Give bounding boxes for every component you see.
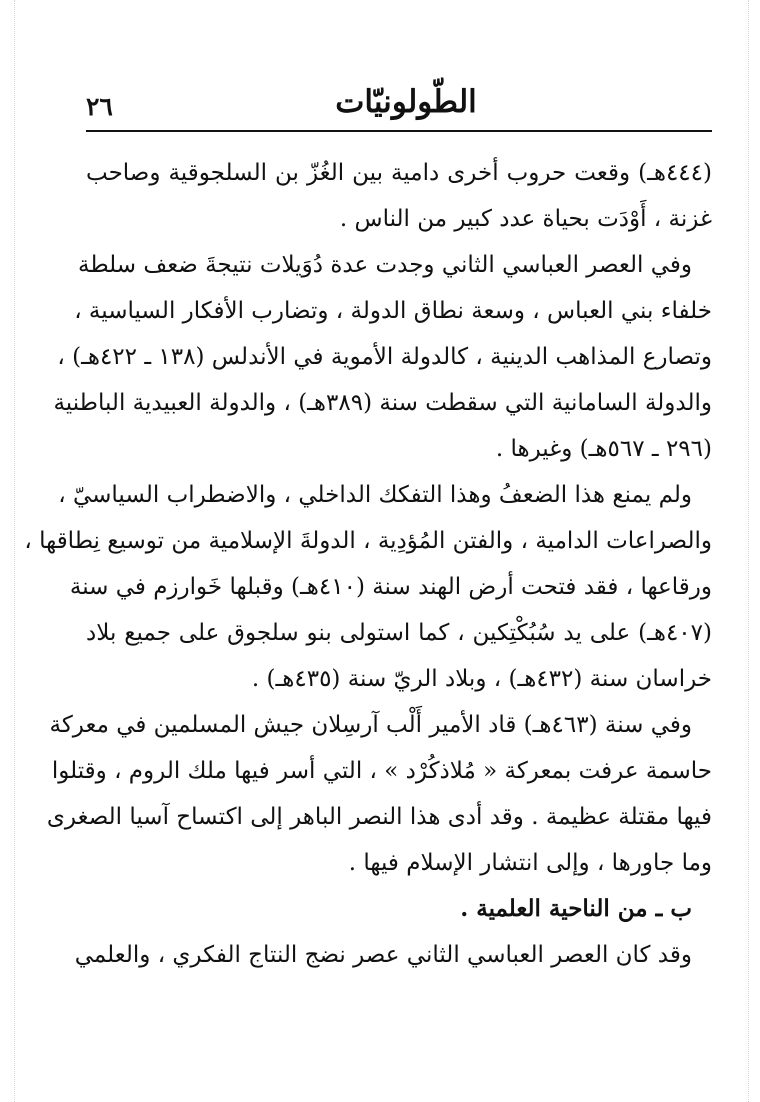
text-line: وفي سنة (٤٦٣هـ) قاد الأمير أَلْب آرسِلان جيش المسلمين في معركة <box>49 712 692 738</box>
text-line: غزنة ، أَوْدَت بحياة عدد كبير من الناس . <box>339 206 712 232</box>
text-line: فيها مقتلة عظيمة . وقد أدى هذا النصر الباهر إلى اكتساح آسيا الصغرى <box>46 804 712 830</box>
text-line: خراسان سنة (٤٣٢هـ) ، وبلاد الريّ سنة (٤٣٥هـ) . <box>251 666 712 692</box>
text-line: خلفاء بني العباس ، وسعة نطاق الدولة ، وتضارب الأفكار السياسية ، <box>74 298 712 324</box>
page-number: ٢٦ <box>86 92 113 121</box>
text-line: (٢٩٦ ـ ٥٦٧هـ) وغيرها . <box>495 436 712 462</box>
section-subheading: ب ـ من الناحية العلمية . <box>460 895 692 922</box>
text-line: وقد كان العصر العباسي الثاني عصر نضج النتاج الفكري ، والعلمي <box>74 942 692 968</box>
text-line: وما جاورها ، وإلى انتشار الإسلام فيها . <box>348 850 712 876</box>
running-title: الطّولونيّات <box>335 84 477 120</box>
text-line: ولم يمنع هذا الضعفُ وهذا التفكك الداخلي ، والاضطراب السياسيّ ، <box>58 482 692 508</box>
text-line: والدولة السامانية التي سقطت سنة (٣٨٩هـ) ، والدولة العبيدية الباطنية <box>53 390 712 416</box>
text-line: والصراعات الدامية ، والفتن المُؤدِية ، الدولةَ الإسلامية من توسيع نِطاقها ، <box>24 528 712 554</box>
page-header <box>86 78 710 128</box>
text-line: حاسمة عرفت بمعركة « مُلاذكُرْد » ، التي أسر فيها ملك الروم ، وقتلوا <box>51 758 712 784</box>
text-line: وتصارع المذاهب الدينية ، كالدولة الأموية في الأندلس (١٣٨ ـ ٤٢٢هـ) ، <box>57 344 712 370</box>
scan-margin-line <box>14 0 15 1102</box>
body-text <box>24 150 712 978</box>
text-line: (٤٤٤هـ) وقعت حروب أخرى دامية بين الغُزّ بن السلجوقية وصاحب <box>86 160 712 186</box>
text-line: وفي العصر العباسي الثاني وجدت عدة دُوَيلات نتيجةَ ضعف سلطة <box>77 252 692 278</box>
text-line: ورقاعها ، فقد فتحت أرض الهند سنة (٤١٠هـ) وقبلها خَوارزم في سنة <box>69 574 712 600</box>
header-rule <box>86 130 712 132</box>
scan-margin-line <box>748 0 749 1102</box>
text-line: (٤٠٧هـ) على يد سُبُكْتِكين ، كما استولى بنو سلجوق على جميع بلاد <box>86 620 712 646</box>
